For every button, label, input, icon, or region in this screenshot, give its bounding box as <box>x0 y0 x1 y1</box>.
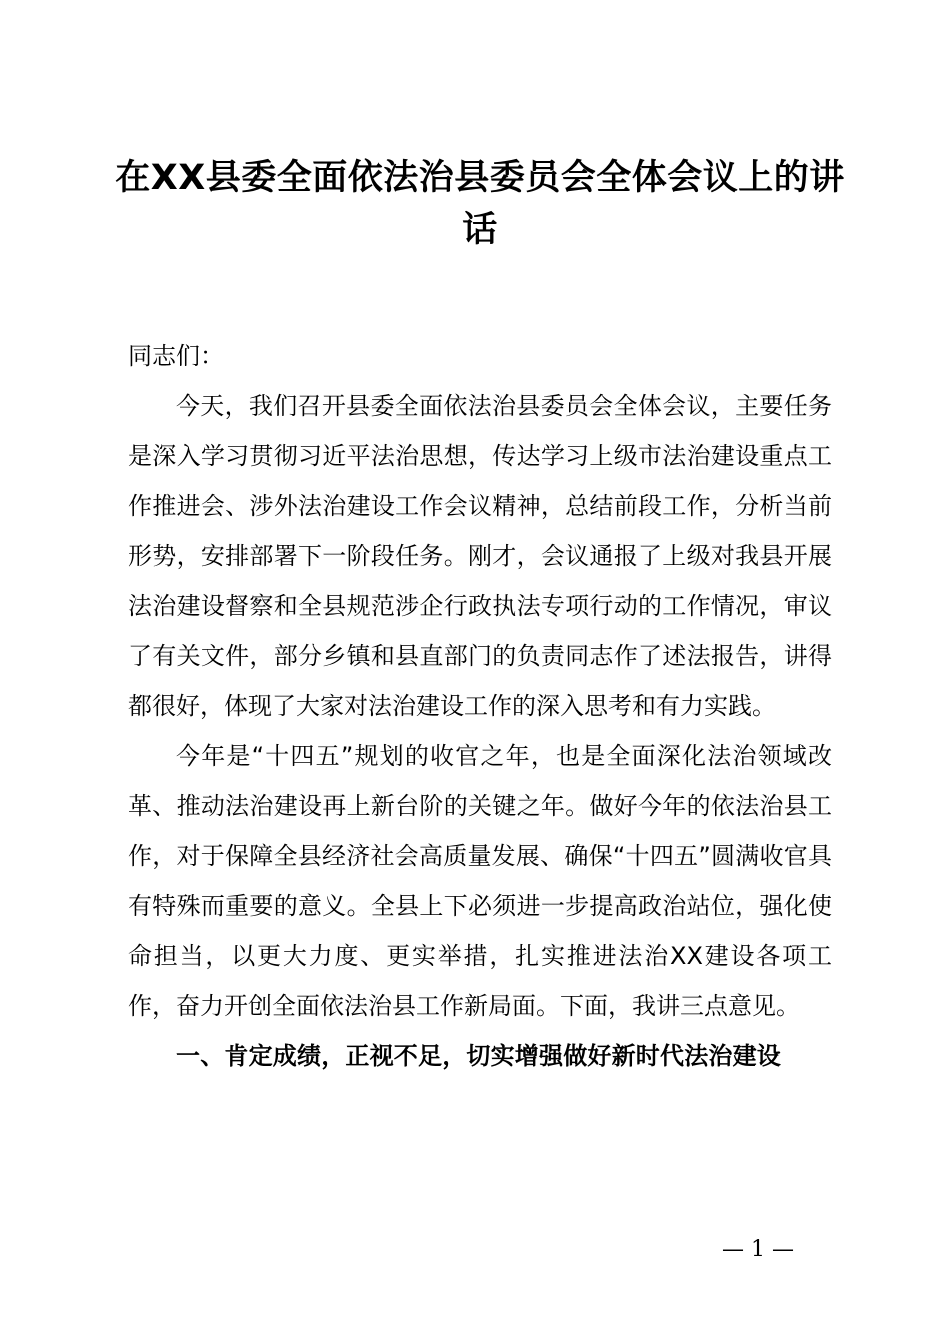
section-heading-1: 一、肯定成绩，正视不足，切实增强做好新时代法治建设 <box>176 1042 781 1070</box>
document-title: 在XX县委全面依法治县委员会全体会议上的讲话 <box>115 158 845 250</box>
document-body <box>128 331 832 1081</box>
salutation: 同志们： <box>128 342 224 370</box>
page-number: — 1 — <box>722 1237 794 1262</box>
body-paragraph-2: 今年是“十四五”规划的收官之年，也是全面深化法治领域改革、推动法治建设再上新台阶的关键之年。做好今年的依法治县工作，对于保障全县经济社会高质量发展、确保“十四五”圆满收官具有特殊而重要的意义。全县上下必须进一步提高政治站位，强化使命担当，以更大力度、更实举措，扎实推进法治XX建设各项工作，奋力开创全面依法治县工作新局面。下面，我讲三点意见。 <box>128 742 832 1020</box>
body-paragraph-1: 今天，我们召开县委全面依法治县委员会全体会议，主要任务是深入学习贯彻习近平法治思想，传达学习上级市法治建设重点工作推进会、涉外法治建设工作会议精神，总结前段工作，分析当前形势，安排部署下一阶段任务。刚才，会议通报了上级对我县开展法治建设督察和全县规范涉企行政执法专项行动的工作情况，审议了有关文件，部分乡镇和县直部门的负责同志作了述法报告，讲得都很好，体现了大家对法治建设工作的深入思考和有力实践。 <box>128 392 832 720</box>
